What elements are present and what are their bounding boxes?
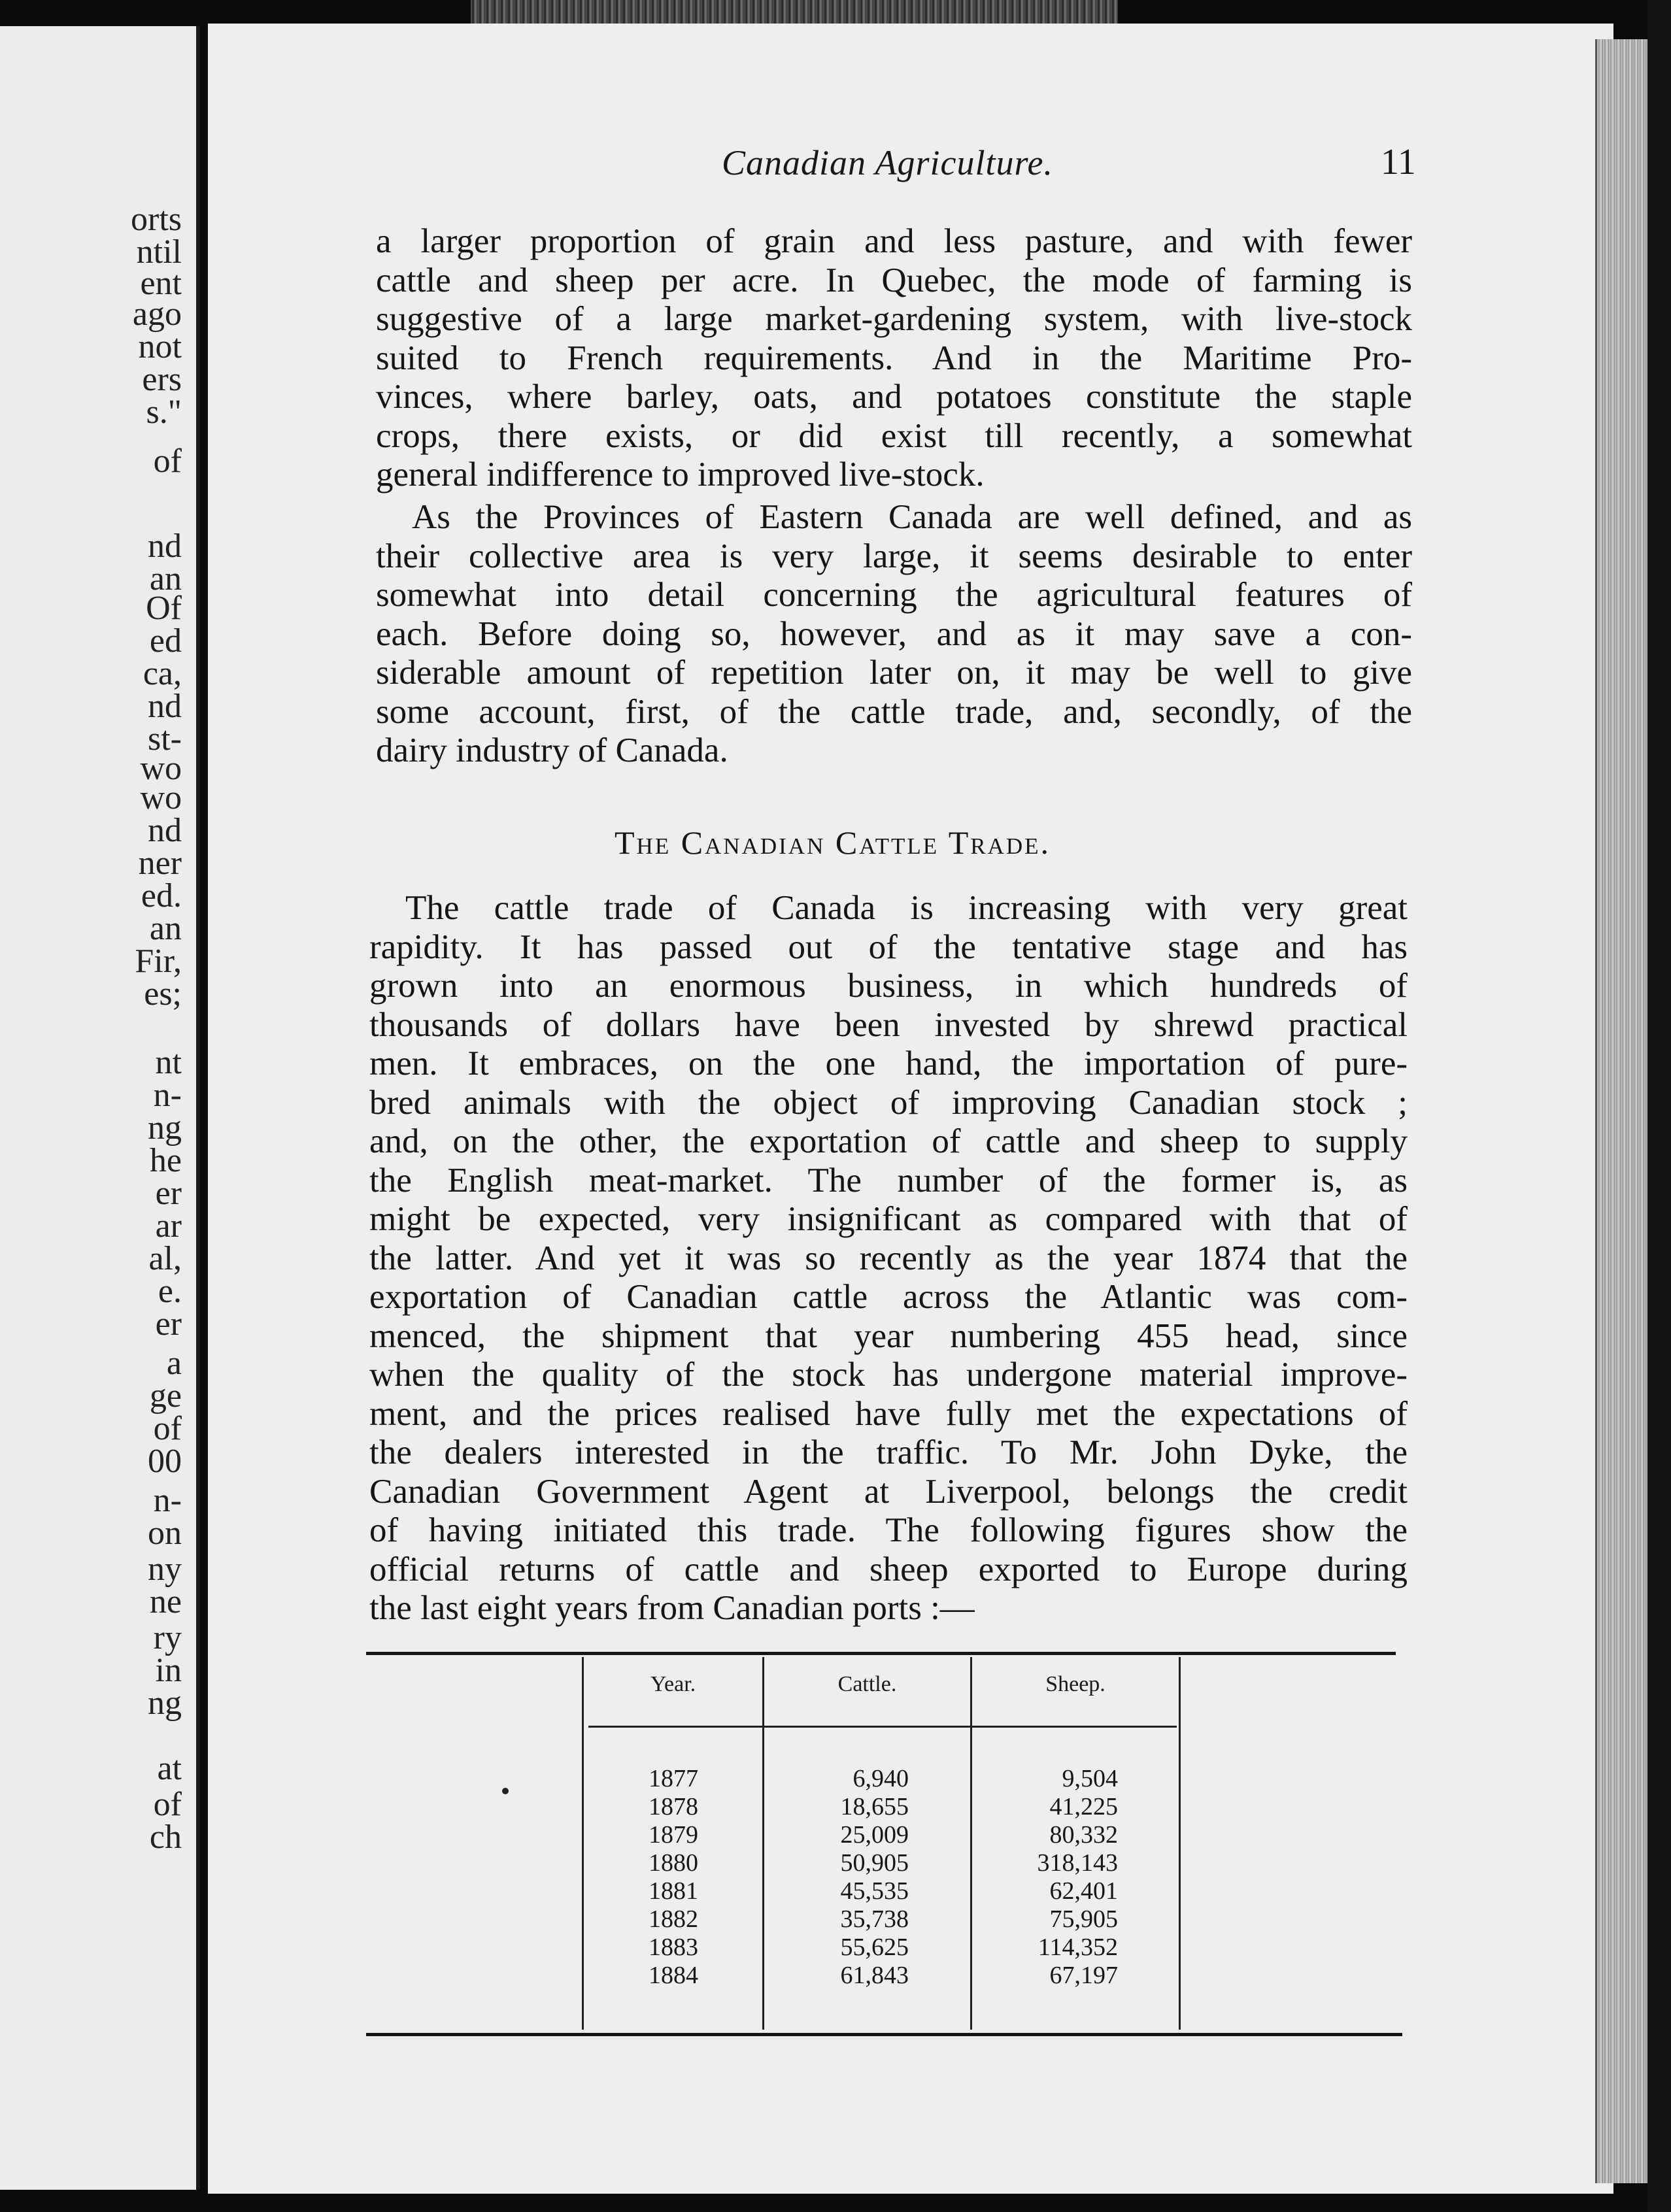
facing-page-fragment: Of	[146, 590, 182, 627]
sheep-cell: 41,225	[1049, 1793, 1118, 1820]
facing-page-fragment: in	[155, 1652, 182, 1689]
text-line: the English meat-market. The number of the former is, as	[369, 1161, 1408, 1199]
facing-page-fragment: on	[148, 1515, 182, 1552]
facing-page-fragment: n-	[153, 1482, 182, 1519]
cattle-cell: 35,738	[840, 1905, 909, 1933]
text-line: rapidity. It has passed out of the tentative stage and has	[369, 928, 1408, 966]
text-line: siderable amount of repetition later on, it may be well to give	[376, 654, 1412, 692]
cattle-cell: 6,940	[852, 1765, 909, 1792]
facing-page-fragment: of	[153, 1786, 182, 1823]
text-line: when the quality of the stock has undergone material improve-	[369, 1356, 1408, 1394]
facing-page-fragment: nd	[148, 812, 182, 849]
sheep-cell: 62,401	[1049, 1877, 1118, 1905]
year-cell: 1877	[649, 1765, 698, 1792]
text-line: exportation of Canadian cattle across the Atlantic was com-	[369, 1278, 1408, 1316]
facing-page-fragment: ner	[138, 845, 182, 882]
facing-page-fragment: ng	[148, 1109, 182, 1147]
table-divider	[1179, 1657, 1181, 2030]
paragraph-2	[376, 498, 1412, 771]
text-line: Canadian Government Agent at Liverpool, belongs the credit	[369, 1472, 1408, 1511]
text-line: thousands of dollars have been invested by shrewd practical	[369, 1005, 1408, 1044]
facing-page-fragment: an	[149, 910, 182, 947]
text-line: of having initiated this trade. The following figures show the	[369, 1511, 1408, 1549]
facing-page-fragment: at	[157, 1750, 182, 1787]
text-line: a larger proportion of grain and less pasture, and with fewer	[376, 222, 1412, 260]
sheep-cell: 67,197	[1049, 1962, 1118, 1989]
facing-page-fragment: n-	[153, 1077, 182, 1114]
text-line: menced, the shipment that year numbering 455 head, since	[369, 1316, 1408, 1355]
year-cell: 1881	[649, 1877, 698, 1905]
facing-page-fragment: 00	[148, 1443, 182, 1480]
sheep-cell: 80,332	[1049, 1821, 1118, 1849]
year-cell: 1879	[649, 1821, 698, 1849]
table-divider	[970, 1657, 972, 2030]
facing-page-fragment: wo	[140, 750, 182, 787]
year-cell: 1882	[649, 1905, 698, 1933]
scan-edge	[1647, 0, 1671, 2212]
year-cell: 1880	[649, 1849, 698, 1877]
stray-mark	[502, 1788, 509, 1794]
text-line: the dealers interested in the traffic. To Mr. John Dyke, the	[369, 1433, 1408, 1471]
text-line: official returns of cattle and sheep exported to Europe during	[369, 1550, 1408, 1588]
text-line: their collective area is very large, it seems desirable to enter	[376, 537, 1412, 575]
text-line: ment, and the prices realised have fully met the expectations of	[369, 1394, 1408, 1433]
paragraph-1	[376, 222, 1412, 495]
facing-page-fragment: ca,	[143, 655, 182, 692]
facing-page-fragment: ago	[132, 295, 182, 333]
text-line: men. It embraces, on the one hand, the importation of pure-	[369, 1045, 1408, 1082]
facing-page-fragment: of	[153, 1410, 182, 1447]
text-line: the last eight years from Canadian ports :—	[369, 1589, 975, 1627]
year-cell: 1883	[649, 1934, 698, 1961]
text-line: vinces, where barley, oats, and potatoes constitute the staple	[376, 378, 1412, 416]
text-line: As the Provinces of Eastern Canada are well defined, and as	[412, 498, 1412, 536]
facing-page-fragment: ed.	[141, 877, 182, 914]
column-header-cattle: Cattle.	[837, 1672, 897, 1696]
text-line: suited to French requirements. And in the Maritime Pro-	[376, 339, 1412, 377]
page-edges	[1595, 39, 1649, 2183]
text-line: and, on the other, the exportation of cattle and sheep to supply	[369, 1122, 1408, 1160]
cattle-cell: 18,655	[840, 1793, 909, 1820]
facing-page-fragment: st-	[148, 720, 182, 758]
facing-page-fragment: er	[155, 1305, 182, 1343]
table-top-rule	[366, 1652, 1396, 1655]
sheep-cell: 318,143	[1037, 1849, 1118, 1877]
facing-page-fragment: s."	[146, 394, 182, 431]
facing-page-fragment: e.	[158, 1273, 182, 1310]
page-number: 11	[1381, 142, 1416, 182]
facing-page-fragment: ne	[149, 1583, 182, 1620]
sheep-cell: 75,905	[1049, 1905, 1118, 1933]
cattle-cell: 55,625	[840, 1934, 909, 1961]
table-bottom-rule	[366, 2033, 1402, 2036]
facing-page-fragment: ntil	[136, 233, 182, 271]
text-line: each. Before doing so, however, and as it may save a con-	[376, 614, 1412, 653]
facing-page-fragment: ed	[149, 622, 182, 660]
facing-page-fragment: nd	[148, 528, 182, 565]
text-line: grown into an enormous business, in which hundreds of	[369, 967, 1408, 1005]
facing-page-fragment: al,	[148, 1240, 182, 1277]
facing-page-fragment: he	[149, 1142, 182, 1179]
facing-page-fragment: orts	[131, 201, 182, 238]
text-line: some account, first, of the cattle trade, and, secondly, of the	[376, 692, 1412, 731]
text-line: dairy industry of Canada.	[376, 731, 728, 769]
facing-page-fragment: of	[153, 443, 182, 480]
text-line: suggestive of a large market-gardening system, with live-stock	[376, 300, 1412, 338]
facing-page-strip	[0, 26, 200, 2190]
text-line: The cattle trade of Canada is increasing with very great	[405, 889, 1408, 927]
year-cell: 1884	[649, 1962, 698, 1989]
sheep-cell: 9,504	[1062, 1765, 1118, 1792]
facing-page-fragment: ge	[149, 1377, 182, 1415]
facing-page-fragment: ent	[140, 265, 182, 302]
facing-page-fragment: nd	[148, 688, 182, 725]
sheep-cell: 114,352	[1038, 1934, 1118, 1961]
text-line: general indifference to improved live-stock.	[376, 456, 985, 494]
facing-page-fragment: ry	[153, 1619, 182, 1656]
facing-page-fragment: ers	[142, 361, 182, 398]
cattle-cell: 61,843	[840, 1962, 909, 1989]
cattle-cell: 45,535	[840, 1877, 909, 1905]
table-divider	[762, 1657, 764, 2030]
text-line: the latter. And yet it was so recently as the year 1874 that the	[369, 1239, 1408, 1277]
facing-page-fragment: Fir,	[135, 943, 182, 980]
text-line: crops, there exists, or did exist till recently, a somewhat	[376, 416, 1412, 455]
text-line: somewhat into detail concerning the agricultural features of	[376, 576, 1412, 614]
year-cell: 1878	[649, 1793, 698, 1820]
header-underline	[588, 1726, 1177, 1728]
facing-page-fragment: wo	[140, 779, 182, 816]
facing-page-fragment: es;	[144, 975, 182, 1013]
facing-page-fragment: an	[149, 560, 182, 597]
facing-page-fragment: ar	[155, 1207, 182, 1245]
facing-page-fragment: ch	[149, 1818, 182, 1856]
facing-page-fragment: nt	[155, 1044, 182, 1081]
column-header-sheep: Sheep.	[1045, 1672, 1106, 1696]
text-line: bred animals with the object of improving Canadian stock ;	[369, 1083, 1408, 1122]
section-heading: The Canadian Cattle Trade.	[615, 824, 1051, 861]
cattle-cell: 25,009	[840, 1821, 909, 1849]
paragraph-3	[369, 889, 1408, 1628]
facing-page-fragment: ny	[148, 1550, 182, 1588]
text-line: cattle and sheep per acre. In Quebec, the mode of farming is	[376, 261, 1412, 299]
facing-page-fragment: not	[138, 328, 182, 365]
facing-page-fragment: ng	[148, 1684, 182, 1722]
column-header-year: Year.	[650, 1672, 696, 1696]
running-title: Canadian Agriculture.	[722, 143, 1053, 182]
cattle-cell: 50,905	[840, 1849, 909, 1877]
text-line: might be expected, very insignificant as compared with that of	[369, 1200, 1408, 1238]
facing-page-fragment: a	[166, 1345, 182, 1382]
facing-page-fragment: er	[155, 1175, 182, 1212]
